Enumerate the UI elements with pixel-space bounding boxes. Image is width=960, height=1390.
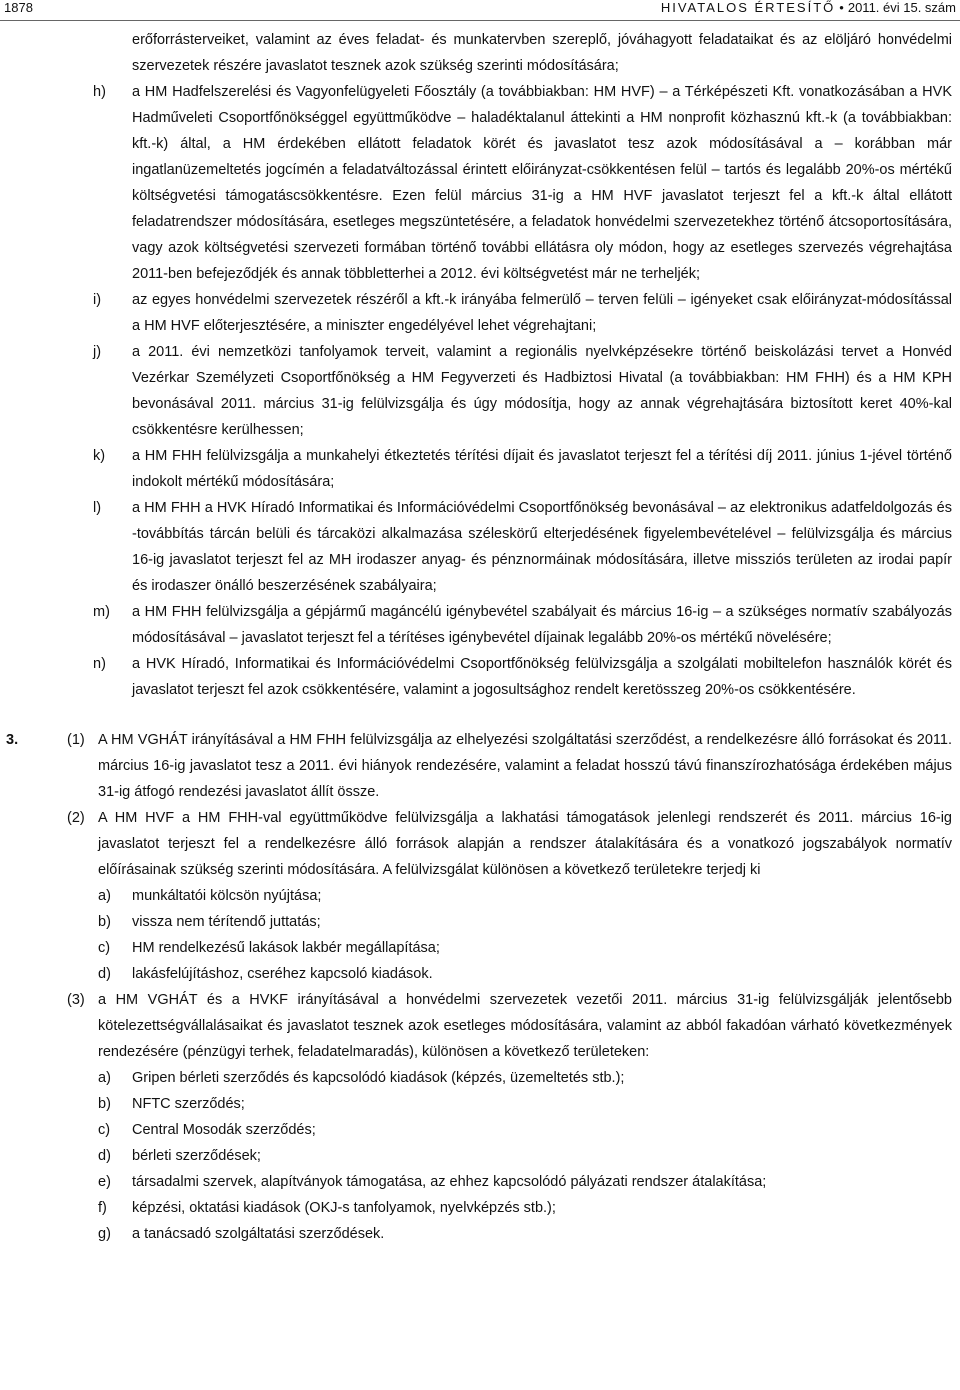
header-separator: • — [839, 0, 844, 15]
list-item-text: a HVK Híradó, Informatikai és Információvédelmi Csoportfőnökség felülvizsgálja a szolgálati mobiltelefon használók körét és javaslatot terjeszt fel azok csökkentésére, valamint a jogosultsághoz rendelt keretösszeg 20%-os csökkentésére. — [132, 656, 952, 698]
list-item — [0, 599, 960, 651]
sub-list-item-label: c) — [98, 1122, 111, 1138]
section-3 — [0, 727, 960, 1247]
list-item — [0, 339, 960, 443]
running-header — [661, 0, 956, 15]
sub-list-item-label: d) — [98, 1148, 111, 1164]
sub-list-item-text: vissza nem térítendő juttatás; — [132, 914, 321, 930]
sub-list-item — [0, 1169, 960, 1195]
issue-date: 2011. évi 15. szám — [847, 0, 956, 15]
sub-list-item-label: d) — [98, 966, 111, 982]
sub-list-item — [0, 1065, 960, 1091]
list-item-text: a HM FHH a HVK Híradó Informatikai és Információvédelmi Csoportfőnökség bevonásával – az elektronikus adatfeldolgozás és -továbbítás tárcán belüli és tárcaközi alkalmazása széleskörű elterjedésének figyelembevételével – felülvizsgálja és március 16-ig javaslatot terjeszt fel az MH irodaszer anyag- és pénznormáinak módosítására, illetve missziós területen az irodai papír és irodaszer önálló beszerzésének szabályaira; — [132, 500, 952, 594]
list-item — [0, 287, 960, 339]
list-item-label: m) — [93, 604, 110, 620]
list-item-label: l) — [93, 500, 102, 516]
journal-title: HIVATALOS ÉRTESÍTŐ — [660, 0, 836, 15]
header-rule — [0, 20, 960, 21]
sub-list-item — [0, 1221, 960, 1247]
paragraph-number: (1) — [67, 732, 85, 748]
list-item — [0, 79, 960, 287]
list-item-text: a HM FHH felülvizsgálja a munkahelyi étkeztetés térítési díjait és javaslatot terjeszt fel a térítési díj 2011. június 1-jével történő indokolt mértékű módosítására; — [132, 448, 952, 490]
list-item-text: a 2011. évi nemzetközi tanfolyamok terveit, valamint a regionális nyelvképzésekre történő beiskolázási tervet a Honvéd Vezérkar Személyzeti Csoportfőnökség a HM Fegyverzeti és Hadbiztosi Hivatal (a továbbiakban: HM FHH) és a HM KPH bevonásával 2011. március 31-ig felülvizsgálja és úgy módosítja, hogy az annak végrehajtására biztosított keret 40%-kal csökkentésre kerülhessen; — [132, 344, 952, 438]
list-item-text: az egyes honvédelmi szervezetek részéről a kft.-k irányába felmerülő – terven felüli – igényeket csak előirányzat-módosítással a HM HVF előterjesztésére, a miniszter engedélyével lehet végrehajtani; — [132, 292, 952, 334]
list-item-label: n) — [93, 656, 106, 672]
numbered-paragraph — [0, 987, 960, 1065]
paragraph-number: (3) — [67, 992, 85, 1008]
list-item-text: a HM Hadfelszerelési és Vagyonfelügyeleti Főosztály (a továbbiakban: HM HVF) – a Térképészeti Kft. vonatkozásában a HVK Hadműveleti Csoportfőnökséggel együttműködve – haladéktalanul áttekinti a HM nonprofit közhasznú kft.-k (a továbbiakban: kft.-k) által, a HM érdekében ellátott feladatok körét és javaslatot tesz azok módosításával a – korábban már ingatlanüzemeltetés jogcímén a feladatváltozással érintett előirányzat-csökkentésen felül – tartós és legalább 20%-os mértékű költségvetési támogatáscsökkentésre. Ezen felül március 31-ig a HM HVF javaslatot terjeszt fel a kft.-k által ellátott feladatrendszer módosítására, esetleges megszüntetésére, a feladatok honvédelmi szervezetekhez történő átcsoportosítására, vagy azok költségvetési szervezeti formában történő további ellátásra oly módon, hogy az esetleges szervezés végrehajtása 2011-ben befejeződjék és annak többletterhei a 2012. évi költségvetést már ne terheljék; — [132, 84, 952, 282]
list-item-text: a HM FHH felülvizsgálja a gépjármű magáncélú igénybevétel szabályait és március 16-ig – a szükséges normatív szabályozás módosításával – javaslatot terjeszt fel a térítéses igénybevétel díjainak legalább 20%-os mértékű növelésére; — [132, 604, 952, 646]
sub-list-item-label: f) — [98, 1200, 107, 1216]
sub-list-item — [0, 1143, 960, 1169]
list-item-label: j) — [93, 344, 102, 360]
sub-list-item — [0, 1117, 960, 1143]
numbered-paragraph — [0, 805, 960, 883]
section-number: 3. — [6, 732, 19, 748]
list-item — [0, 443, 960, 495]
sub-list-item-label: e) — [98, 1174, 111, 1190]
sub-list-item-text: képzési, oktatási kiadások (OKJ-s tanfolyamok, nyelvképzés stb.); — [132, 1200, 556, 1216]
sub-list-item-label: b) — [98, 1096, 111, 1112]
intro-paragraph: erőforrásterveiket, valamint az éves feladat- és munkatervben szereplő, jóváhagyott feladataikat és az elöljáró honvédelmi szervezetek részére javaslatot tesznek azok szükség szerinti módosítására; — [132, 32, 952, 74]
item-list — [0, 79, 960, 703]
sub-list-item — [0, 909, 960, 935]
list-item — [0, 651, 960, 703]
paragraph-text: A HM VGHÁT irányításával a HM FHH felülvizsgálja az elhelyezési szolgáltatási szerződést, a rendelkezésre álló forrásokat és 2011. március 16-ig javaslatot tesz a 2011. évi hiányok rendezésére, valamint a feladat hosszú távú finanszírozhatósága érdekében május 31-ig átfogó rendezési javaslatot állít össze. — [98, 732, 952, 800]
list-item — [0, 495, 960, 599]
sub-list-item-text: munkáltatói kölcsön nyújtása; — [132, 888, 322, 904]
sub-list-item-text: a tanácsadó szolgáltatási szerződések. — [132, 1226, 385, 1242]
intro-block — [0, 27, 960, 79]
sub-list-item — [0, 961, 960, 987]
sub-list-item-label: c) — [98, 940, 111, 956]
paragraph-text: a HM VGHÁT és a HVKF irányításával a honvédelmi szervezetek vezetői 2011. március 31-ig felülvizsgálják jelentősebb kötelezettségvállalásaikat és javaslatot tesznek azok esetleges módosítására, valamint az abból fakadóan várható következmények rendezésére (pénzügyi terhek, feladatelmaradás), különösen a következő területeken: — [98, 992, 952, 1060]
sub-list-item-label: b) — [98, 914, 111, 930]
sub-list-item — [0, 1091, 960, 1117]
sub-list-item — [0, 1195, 960, 1221]
sub-list-item-text: NFTC szerződés; — [132, 1096, 245, 1112]
sub-list-item — [0, 935, 960, 961]
numbered-paragraph — [0, 727, 960, 805]
sub-list-item — [0, 883, 960, 909]
list-item-label: h) — [93, 84, 106, 100]
sub-list-item-text: bérleti szerződések; — [132, 1148, 261, 1164]
sub-list-item-text: Central Mosodák szerződés; — [132, 1122, 316, 1138]
sub-list-item-text: Gripen bérleti szerződés és kapcsolódó kiadások (képzés, üzemeltetés stb.); — [132, 1070, 625, 1086]
sub-list-item-label: a) — [98, 888, 111, 904]
list-item-label: i) — [93, 292, 102, 308]
sub-list-item-text: HM rendelkezésű lakások lakbér megállapítása; — [132, 940, 440, 956]
paragraph-number: (2) — [67, 810, 85, 826]
list-item-label: k) — [93, 448, 106, 464]
sub-list-item-text: lakásfelújításhoz, cseréhez kapcsoló kiadások. — [132, 966, 433, 982]
page-number: 1878 — [4, 0, 33, 15]
section-3-paragraphs — [0, 727, 960, 1247]
sub-list-item-label: a) — [98, 1070, 111, 1086]
paragraph-text: A HM HVF a HM FHH-val együttműködve felülvizsgálja a lakhatási támogatások jelenlegi rendszerét és 2011. március 16-ig javaslatot terjeszt fel a rendelkezésre álló források alapján a rendszer átalakítására és a vonatkozó jogszabályok normatív előírásainak szükség szerinti módosítására. A felülvizsgálat különösen a következő területekre terjedj ki — [98, 810, 952, 878]
sub-list-item-label: g) — [98, 1226, 111, 1242]
document-body — [0, 27, 960, 1247]
page-header — [0, 0, 960, 20]
sub-list-item-text: társadalmi szervek, alapítványok támogatása, az ehhez kapcsolódó pályázati rendszer átalakítása; — [132, 1174, 767, 1190]
